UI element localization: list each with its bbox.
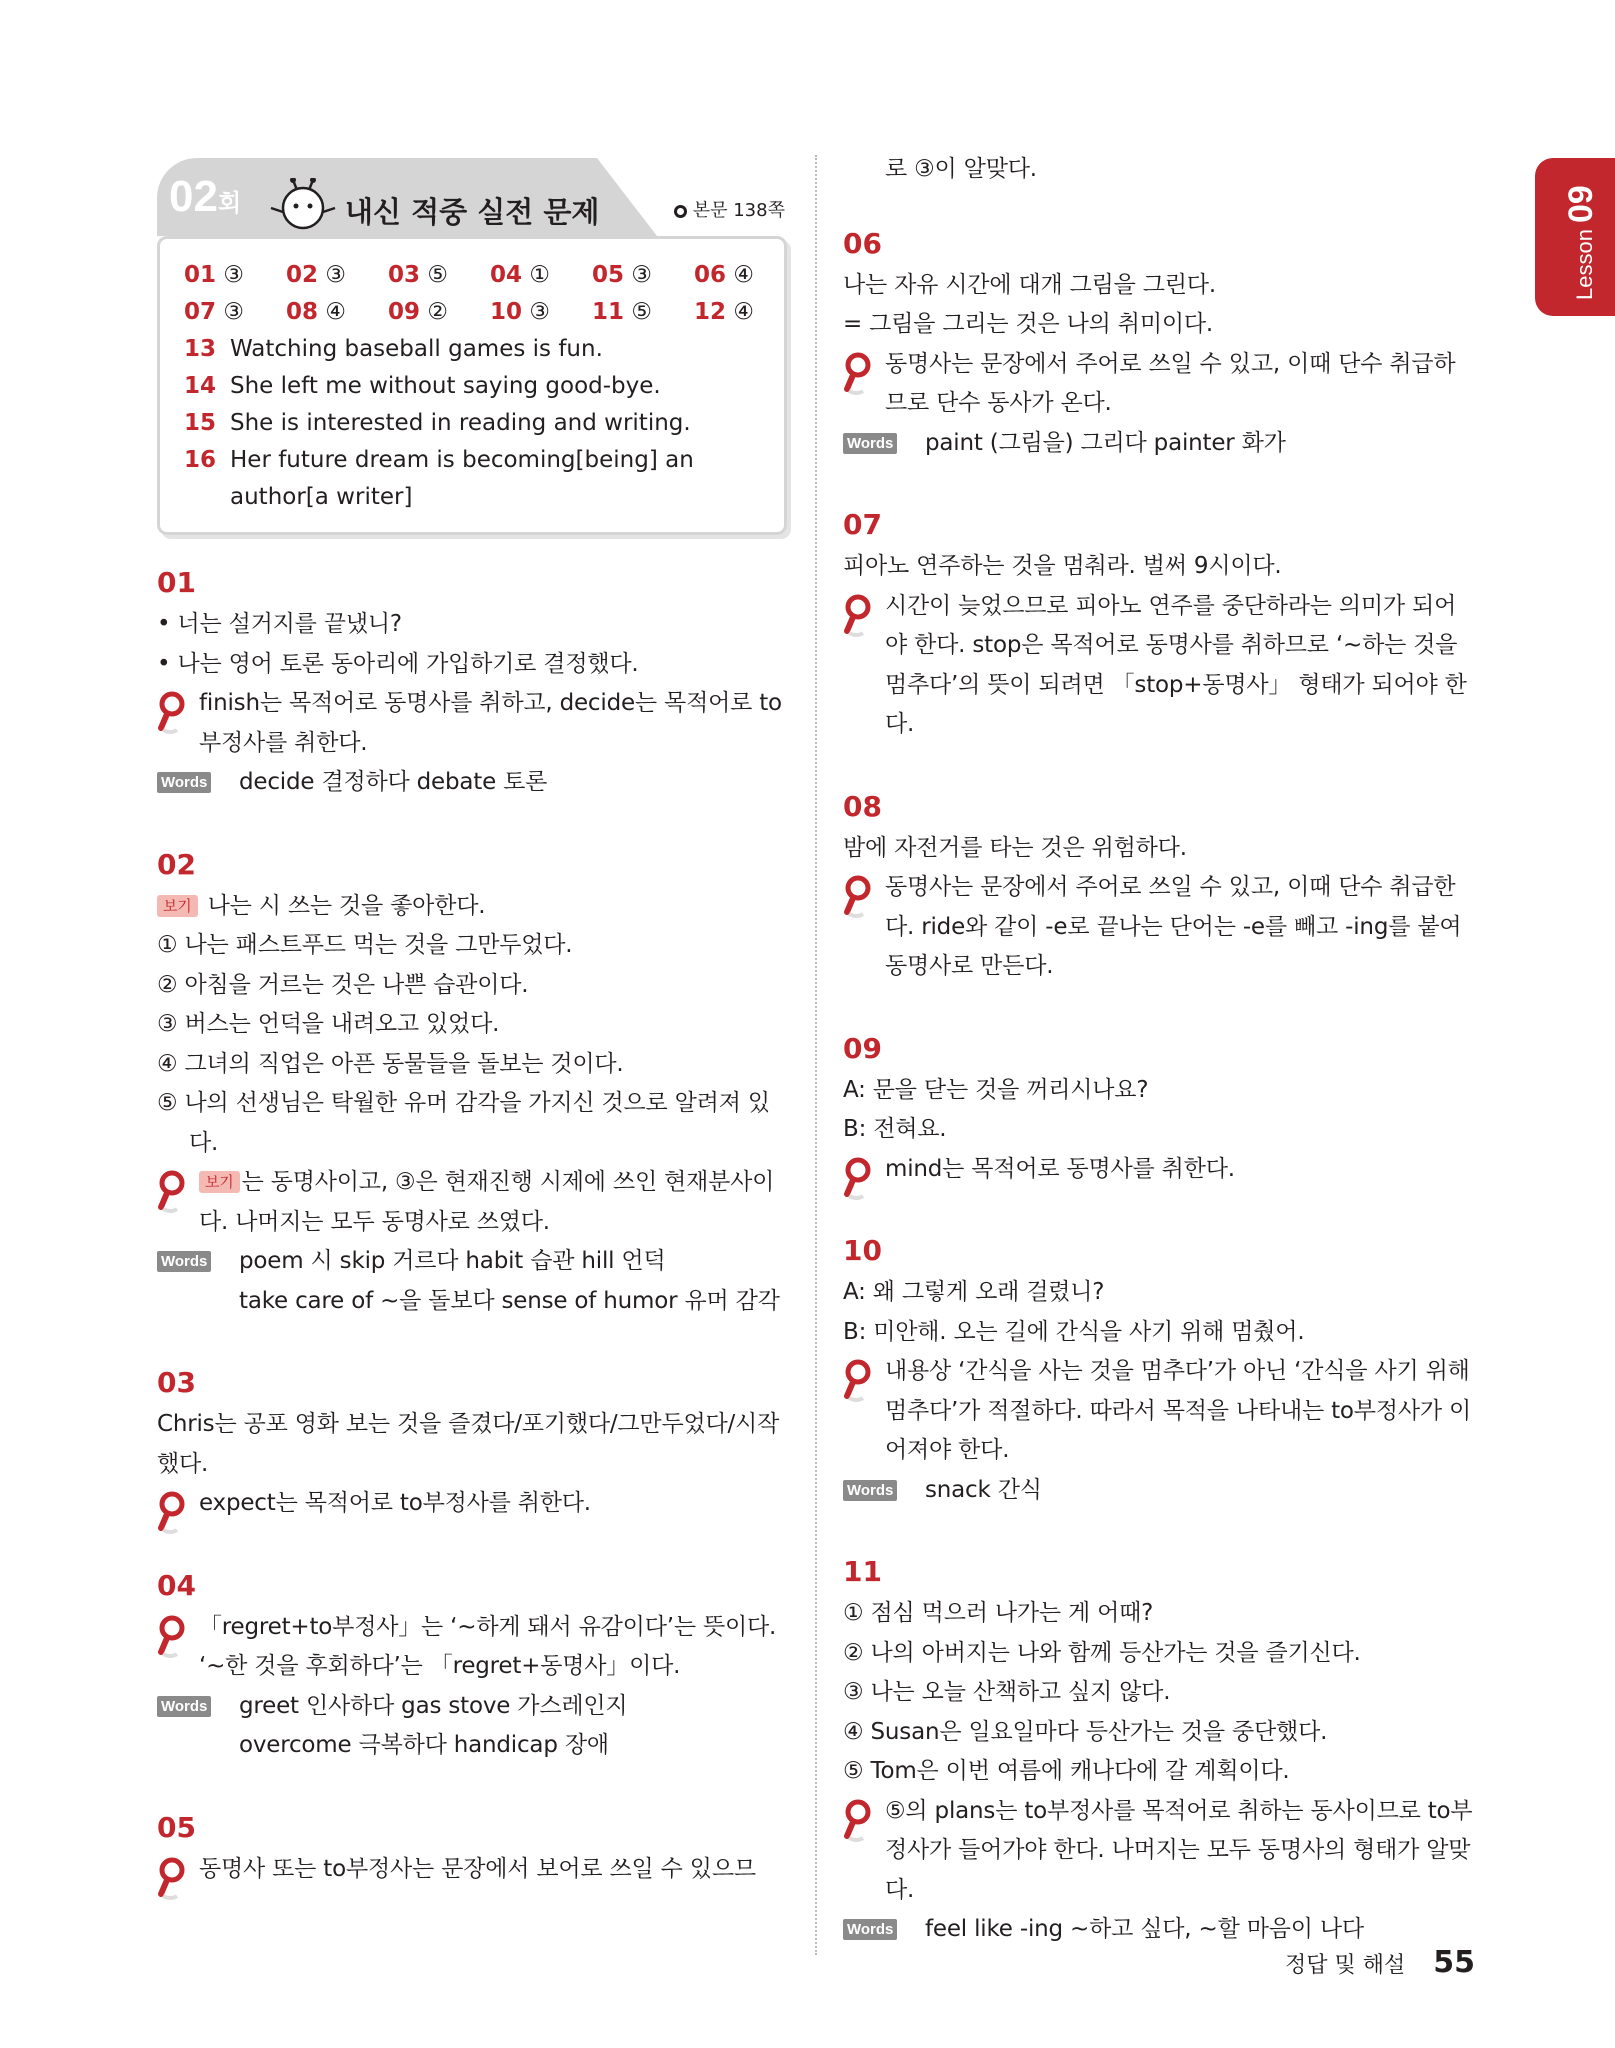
round-number: 02회 (169, 172, 242, 221)
answer-item: 02 ③ (286, 262, 346, 288)
long-answer-list (184, 331, 760, 516)
words-box: Words paint (그림을) 그리다 painter 화가 (843, 424, 1473, 464)
magnifier-icon (843, 1798, 877, 1842)
magnifier-icon (843, 593, 877, 637)
bogi-sentence: 보기 나는 시 쓰는 것을 좋아한다. (157, 887, 787, 927)
choice: ④ 그녀의 직업은 아픈 동물들을 돌보는 것이다. (157, 1050, 624, 1077)
answer-item: 09 ② (388, 299, 448, 325)
q05 (157, 1810, 787, 1890)
explanation: finish는 목적어로 동명사를 취하고, decide는 목적어로 to부정사를 취한다. (157, 684, 787, 763)
explanation: expect는 목적어로 to부정사를 취한다. (157, 1484, 787, 1524)
words-tag: Words (843, 1480, 897, 1501)
answer-item: 12 ④ (694, 299, 754, 325)
answer-item: 01 ③ (184, 262, 244, 288)
sentence: • 나는 영어 토론 동아리에 가입하기로 결정했다. (157, 650, 639, 677)
q07 (843, 507, 1473, 745)
choice: ③ 버스는 언덕을 내려오고 있었다. (157, 1011, 500, 1037)
answer-item: 08 ④ (286, 299, 346, 325)
explanation: 내용상 ‘간식을 사는 것을 멈추다’가 아닌 ‘간식을 사기 위해 멈추다’가 적절하다. 따라서 목적을 나타내는 to부정사가 이어져야 한다. (843, 1352, 1473, 1471)
q11 (843, 1554, 1473, 1950)
answer-item: 07 ③ (184, 299, 244, 325)
column-divider (815, 155, 817, 1955)
explanation: ⑤의 plans는 to부정사를 목적어로 취하는 동사이므로 to부정사가 들어가야 한다. 나머지는 모두 동명사의 형태가 알맞다. (843, 1792, 1473, 1911)
q05-continued (843, 150, 1473, 190)
words-box: Words feel like -ing ~하고 싶다, ~할 마음이 나다 (843, 1910, 1473, 1950)
words-tag: Words (843, 433, 897, 454)
answer-item: 03 ⑤ (388, 262, 448, 288)
q09 (843, 1031, 1473, 1190)
q01 (157, 565, 787, 803)
page-footer (1285, 1945, 1475, 1980)
explanation: 시간이 늦었으므로 피아노 연주를 중단하라는 의미가 되어야 한다. stop은 목적어로 동명사를 취하므로 ‘~하는 것을 멈추다’의 뜻이 되려면 「stop+동명사」 형태가 되어야 한다. (843, 587, 1473, 745)
q02 (157, 847, 787, 1322)
explanation: 동명사는 문장에서 주어로 쓰일 수 있고, 이때 단수 취급하므로 단수 동사가 온다. (843, 345, 1473, 424)
sentence: 밤에 자전거를 타는 것은 위험하다. (843, 834, 1187, 861)
section-header (157, 150, 787, 240)
magnifier-icon (843, 1358, 877, 1402)
answer-item: 14 She left me without saying good-bye. (184, 373, 661, 399)
answer-item: 05 ③ (592, 262, 652, 288)
left-column (157, 150, 787, 1933)
question-number: 01 (157, 566, 196, 599)
q04 (157, 1568, 787, 1766)
dialogue-line: B: 전혀요. (843, 1116, 947, 1142)
choice: ① 점심 먹으러 나가는 게 어때? (843, 1600, 1154, 1626)
section-title: 내신 적중 실전 문제 (345, 195, 600, 229)
answer-summary-box (157, 236, 787, 535)
explanation-continued: 로 ③이 알맞다. (885, 156, 1037, 182)
words-tag: Words (843, 1919, 897, 1940)
q08 (843, 789, 1473, 987)
explanation: 「regret+to부정사」는 ‘~하게 돼서 유감이다’는 뜻이다. ‘~한 것을 후회하다’는 「regret+동명사」이다. (157, 1608, 787, 1687)
question-number: 10 (843, 1234, 882, 1267)
choice: ⑤ 나의 선생님은 탁월한 유머 감각을 가지신 것으로 알려져 있다. (157, 1090, 770, 1156)
bogi-tag: 보기 (157, 895, 198, 917)
question-number: 04 (157, 1568, 196, 1602)
answer-item: 16 Her future dream is becoming[being] an author[a writer] (184, 447, 694, 510)
words-box: Words snack 간식 (843, 1471, 1473, 1511)
choice: ③ 나는 오늘 산책하고 싶지 않다. (843, 1679, 1171, 1705)
right-column (843, 150, 1473, 1994)
page-reference: 본문 138쪽 (674, 196, 785, 222)
q03 (157, 1365, 787, 1524)
reference-icon (674, 205, 687, 218)
answer-item: 13 Watching baseball games is fun. (184, 336, 603, 362)
dialogue-line: A: 문을 닫는 것을 꺼리시나요? (843, 1076, 1149, 1103)
dialogue-line: B: 미안해. 오는 길에 간식을 사기 위해 멈췄어. (843, 1318, 1305, 1345)
answer-item: 15 She is interested in reading and writing. (184, 410, 691, 436)
choice: ② 아침을 거르는 것은 나쁜 습관이다. (157, 971, 529, 998)
question-number: 09 (843, 1031, 882, 1065)
footer-label: 정답 및 해설 (1285, 1953, 1406, 1978)
choice: ① 나는 패스트푸드 먹는 것을 그만두었다. (157, 932, 573, 958)
magnifier-icon (157, 1856, 191, 1900)
words-tag: Words (157, 1696, 211, 1717)
sentence: • 너는 설거지를 끝냈니? (157, 611, 402, 637)
answer-item: 04 ① (490, 262, 550, 288)
explanation: 보기 는 동명사이고, ③은 현재진행 시제에 쓰인 현재분사이다. 나머지는 모두 동명사로 쓰였다. (157, 1163, 787, 1242)
magnifier-icon (843, 874, 877, 918)
q06 (843, 226, 1473, 464)
explanation: mind는 목적어로 동명사를 취한다. (843, 1150, 1473, 1190)
words-box: Words decide 결정하다 debate 토론 (157, 763, 787, 803)
answer-item: 10 ③ (490, 299, 550, 325)
magnifier-icon (843, 1156, 877, 1200)
magnifier-icon (157, 1169, 191, 1213)
sentence: = 그림을 그리는 것은 나의 취미이다. (843, 311, 1213, 337)
magnifier-icon (157, 1614, 191, 1658)
answer-item: 06 ④ (694, 262, 754, 288)
question-number: 07 (843, 508, 882, 541)
question-number: 02 (157, 847, 196, 881)
mascot-icon (267, 178, 339, 234)
choice: ④ Susan은 일요일마다 등산가는 것을 중단했다. (843, 1718, 1328, 1745)
lesson-label: Lesson09 (1562, 185, 1600, 300)
question-number: 03 (157, 1366, 196, 1399)
words-box: Words poem 시 skip 거르다 habit 습관 hill 언덕 take care of ~을 돌보다 sense of humor 유머 감각 (157, 1242, 787, 1321)
magnifier-icon (157, 690, 191, 734)
question-number: 08 (843, 789, 882, 823)
explanation: 동명사는 문장에서 주어로 쓰일 수 있고, 이때 단수 취급한다. ride와 같이 -e로 끝나는 단어는 -e를 빼고 -ing를 붙여 동명사로 만든다. (843, 868, 1473, 987)
q10 (843, 1233, 1473, 1510)
words-tag: Words (157, 1251, 211, 1272)
magnifier-icon (843, 351, 877, 395)
words-tag: Words (157, 772, 211, 793)
sentence: 나는 자유 시간에 대개 그림을 그린다. (843, 271, 1216, 298)
sentence: Chris는 공포 영화 보는 것을 즐겼다/포기했다/그만두었다/시작했다. (157, 1411, 780, 1477)
question-number: 06 (843, 226, 882, 260)
short-answer-grid (184, 257, 760, 331)
dialogue-line: A: 왜 그렇게 오래 걸렸니? (843, 1279, 1105, 1305)
answer-item: 11 ⑤ (592, 299, 652, 325)
page-number: 55 (1433, 1945, 1475, 1980)
choice: ② 나의 아버지는 나와 함께 등산가는 것을 즐기신다. (843, 1639, 1361, 1666)
bogi-tag: 보기 (199, 1171, 240, 1193)
question-number: 05 (157, 1810, 196, 1844)
magnifier-icon (157, 1490, 191, 1534)
question-number: 11 (843, 1555, 882, 1588)
sentence: 피아노 연주하는 것을 멈춰라. 벌써 9시이다. (843, 553, 1282, 579)
explanation: 동명사 또는 to부정사는 문장에서 보어로 쓰일 수 있으므 (157, 1850, 787, 1890)
words-box: Words greet 인사하다 gas stove 가스레인지 overcome 극복하다 handicap 장애 (157, 1687, 787, 1766)
choice: ⑤ Tom은 이번 여름에 캐나다에 갈 계획이다. (843, 1758, 1290, 1784)
